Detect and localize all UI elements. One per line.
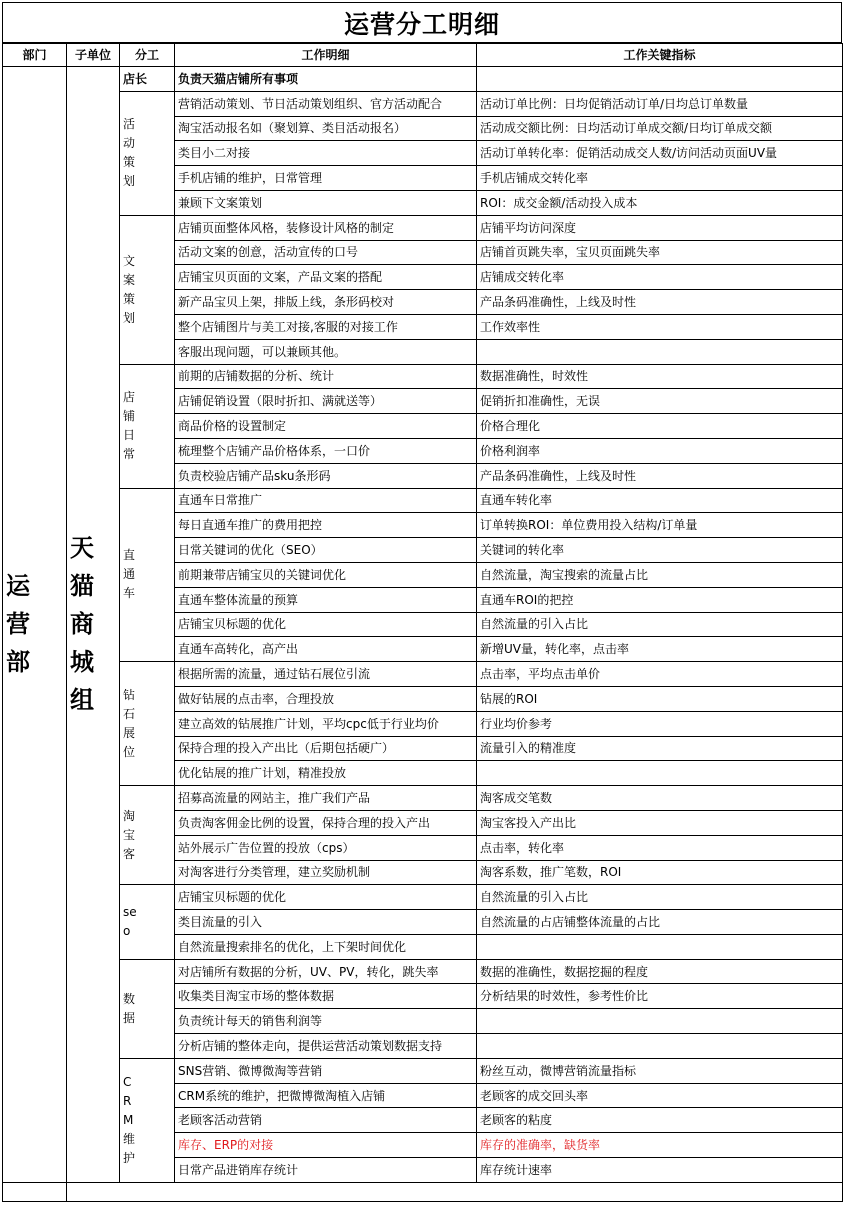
task-cell: 营销活动策划、节日活动策划组织、官方活动配合 (175, 91, 477, 116)
task-cell: 兼顾下文案策划 (175, 190, 477, 215)
task-cell: 自然流量搜索排名的优化，上下架时间优化 (175, 934, 477, 959)
task-cell: 店铺促销设置（限时折扣、满就送等） (175, 389, 477, 414)
kpi-cell: ROI：成交金额/活动投入成本 (477, 190, 843, 215)
task-cell: 收集类目淘宝市场的整体数据 (175, 984, 477, 1009)
task-cell: 根据所需的流量，通过钻石展位引流 (175, 662, 477, 687)
task-cell: 老顾客活动营销 (175, 1108, 477, 1133)
division-label: 活动策划 (123, 117, 136, 189)
kpi-cell: 直通车ROI的把控 (477, 587, 843, 612)
kpi-cell: 店铺平均访问深度 (477, 215, 843, 240)
division-cell (120, 959, 175, 1058)
task-cell: 店铺宝贝标题的优化 (175, 612, 477, 637)
table-row-empty (3, 1182, 843, 1201)
page-title: 运营分工明细 (2, 2, 842, 43)
kpi-cell: 粉丝互动，微博营销流量指标 (477, 1058, 843, 1083)
task-cell: 对店铺所有数据的分析，UV、PV，转化，跳失率 (175, 959, 477, 984)
col-header-division: 分工 (120, 44, 175, 67)
kpi-cell: 淘客系数，推广笔数，ROI (477, 860, 843, 885)
kpi-cell (477, 934, 843, 959)
task-cell: 商品价格的设置制定 (175, 414, 477, 439)
kpi-cell (477, 761, 843, 786)
task-cell: 每日直通车推广的费用把控 (175, 513, 477, 538)
task-cell: 站外展示广告位置的投放（cps） (175, 835, 477, 860)
division-label: CRM维护 (123, 1074, 136, 1165)
task-cell: 日常产品进销库存统计 (175, 1158, 477, 1183)
kpi-cell: 数据准确性，时效性 (477, 364, 843, 389)
table-row (3, 662, 843, 687)
division-cell (120, 1058, 175, 1182)
kpi-cell: 工作效率性 (477, 314, 843, 339)
kpi-cell: 价格合理化 (477, 414, 843, 439)
division-cell (120, 488, 175, 662)
task-cell: 直通车整体流量的预算 (175, 587, 477, 612)
kpi-cell: 直通车转化率 (477, 488, 843, 513)
task-cell: 招募高流量的网站主，推广我们产品 (175, 786, 477, 811)
table-row (3, 364, 843, 389)
task-cell: 整个店铺图片与美工对接,客服的对接工作 (175, 314, 477, 339)
task-cell: 新产品宝贝上架，排版上线，条形码校对 (175, 290, 477, 315)
task-cell: 店铺页面整体风格，装修设计风格的制定 (175, 215, 477, 240)
kpi-cell: 库存统计速率 (477, 1158, 843, 1183)
kpi-cell: 点击率，平均点击单价 (477, 662, 843, 687)
division-label: 直通车 (123, 548, 136, 601)
division-label: 淘宝客 (123, 808, 136, 861)
department-label: 运营部 (6, 572, 30, 677)
task-cell: 保持合理的投入产出比（后期包括硬广） (175, 736, 477, 761)
kpi-cell: 手机店铺成交转化率 (477, 166, 843, 191)
task-cell: 类目小二对接 (175, 141, 477, 166)
table-row (3, 1058, 843, 1083)
kpi-cell: 淘客成交笔数 (477, 786, 843, 811)
task-cell: 活动文案的创意，活动宣传的口号 (175, 240, 477, 265)
division-label: 钻石展位 (123, 687, 136, 759)
table-row-manager (3, 67, 843, 92)
kpi-cell: 行业均价参考 (477, 711, 843, 736)
kpi-cell: 店铺成交转化率 (477, 265, 843, 290)
subunit-cell (67, 67, 120, 1183)
table-row (3, 885, 843, 910)
kpi-cell: 自然流量的占店铺整体流量的占比 (477, 910, 843, 935)
kpi-cell: 关键词的转化率 (477, 538, 843, 563)
task-cell: 店铺宝贝标题的优化 (175, 885, 477, 910)
table-row (3, 91, 843, 116)
kpi-cell: 淘宝客投入产出比 (477, 810, 843, 835)
table-row (3, 959, 843, 984)
col-header-kpi: 工作关键指标 (477, 44, 843, 67)
manager-duty: 负责天猫店铺所有事项 (175, 67, 477, 92)
task-cell: 对淘客进行分类管理，建立奖励机制 (175, 860, 477, 885)
task-cell: 前期兼带店铺宝贝的关键词优化 (175, 562, 477, 587)
division-label: 文案策划 (123, 253, 136, 325)
col-header-dept: 部门 (3, 44, 67, 67)
col-header-subunit: 子单位 (67, 44, 120, 67)
table-body (3, 67, 843, 1202)
header-row (3, 44, 843, 67)
manager-kpi (477, 67, 843, 92)
kpi-cell (477, 339, 843, 364)
task-cell: 店铺宝贝页面的文案，产品文案的搭配 (175, 265, 477, 290)
kpi-cell: 自然流量的引入占比 (477, 612, 843, 637)
task-cell: 类目流量的引入 (175, 910, 477, 935)
task-cell: CRM系统的维护，把微博微淘植入店铺 (175, 1083, 477, 1108)
division-cell (120, 885, 175, 959)
kpi-cell: 老顾客的粘度 (477, 1108, 843, 1133)
manager-role: 店长 (120, 67, 175, 92)
division-cell (120, 364, 175, 488)
division-label: 店铺日常 (123, 390, 136, 462)
kpi-cell: 活动订单转化率：促销活动成交人数/访问活动页面UV量 (477, 141, 843, 166)
task-cell: 前期的店铺数据的分析、统计 (175, 364, 477, 389)
table-row (3, 215, 843, 240)
kpi-cell: 店铺首页跳失率，宝贝页面跳失率 (477, 240, 843, 265)
kpi-cell: 数据的准确性，数据挖掘的程度 (477, 959, 843, 984)
kpi-cell: 流量引入的精准度 (477, 736, 843, 761)
task-cell: 建立高效的钻展推广计划，平均cpc低于行业均价 (175, 711, 477, 736)
task-cell: 优化钻展的推广计划，精准投放 (175, 761, 477, 786)
empty-cell (67, 1182, 843, 1201)
kpi-cell (477, 1034, 843, 1059)
kpi-cell: 自然流量，淘宝搜索的流量占比 (477, 562, 843, 587)
kpi-cell: 新增UV量，转化率，点击率 (477, 637, 843, 662)
task-cell: 手机店铺的维护，日常管理 (175, 166, 477, 191)
kpi-cell: 产品条码准确性，上线及时性 (477, 290, 843, 315)
kpi-cell: 活动订单比例：日均促销活动订单/日均总订单数量 (477, 91, 843, 116)
task-cell: 直通车高转化，高产出 (175, 637, 477, 662)
task-cell: 日常关键词的优化（SEO） (175, 538, 477, 563)
subunit-label: 天猫商城组 (70, 534, 94, 715)
task-cell: SNS营销、微博微淘等营销 (175, 1058, 477, 1083)
task-cell: 负责淘客佣金比例的设置，保持合理的投入产出 (175, 810, 477, 835)
task-cell: 客服出现问题，可以兼顾其他。 (175, 339, 477, 364)
task-cell: 梳理整个店铺产品价格体系，一口价 (175, 438, 477, 463)
kpi-cell: 自然流量的引入占比 (477, 885, 843, 910)
kpi-cell: 价格利润率 (477, 438, 843, 463)
division-cell (120, 786, 175, 885)
division-cell (120, 662, 175, 786)
task-cell: 分析店铺的整体走向，提供运营活动策划数据支持 (175, 1034, 477, 1059)
task-cell: 负责校验店铺产品sku条形码 (175, 463, 477, 488)
col-header-work-detail: 工作明细 (175, 44, 477, 67)
operations-table (2, 43, 843, 1202)
empty-cell (3, 1182, 67, 1201)
kpi-cell: 库存的准确率，缺货率 (477, 1133, 843, 1158)
division-label: 数据 (123, 991, 136, 1025)
department-cell (3, 67, 67, 1183)
kpi-cell: 点击率，转化率 (477, 835, 843, 860)
kpi-cell: 活动成交额比例：日均活动订单成交额/日均订单成交额 (477, 116, 843, 141)
kpi-cell: 产品条码准确性，上线及时性 (477, 463, 843, 488)
kpi-cell: 促销折扣准确性，无误 (477, 389, 843, 414)
table-row (3, 488, 843, 513)
kpi-cell: 老顾客的成交回头率 (477, 1083, 843, 1108)
task-cell: 直通车日常推广 (175, 488, 477, 513)
table-row (3, 786, 843, 811)
task-cell: 淘宝活动报名如（聚划算、类目活动报名） (175, 116, 477, 141)
division-cell (120, 91, 175, 215)
task-cell: 库存、ERP的对接 (175, 1133, 477, 1158)
kpi-cell (477, 1009, 843, 1034)
task-cell: 做好钻展的点击率，合理投放 (175, 686, 477, 711)
task-cell: 负责统计每天的销售利润等 (175, 1009, 477, 1034)
kpi-cell: 钻展的ROI (477, 686, 843, 711)
kpi-cell: 订单转换ROI：单位费用投入结构/订单量 (477, 513, 843, 538)
division-cell (120, 215, 175, 364)
kpi-cell: 分析结果的时效性，参考性价比 (477, 984, 843, 1009)
division-label: seo (123, 904, 137, 938)
